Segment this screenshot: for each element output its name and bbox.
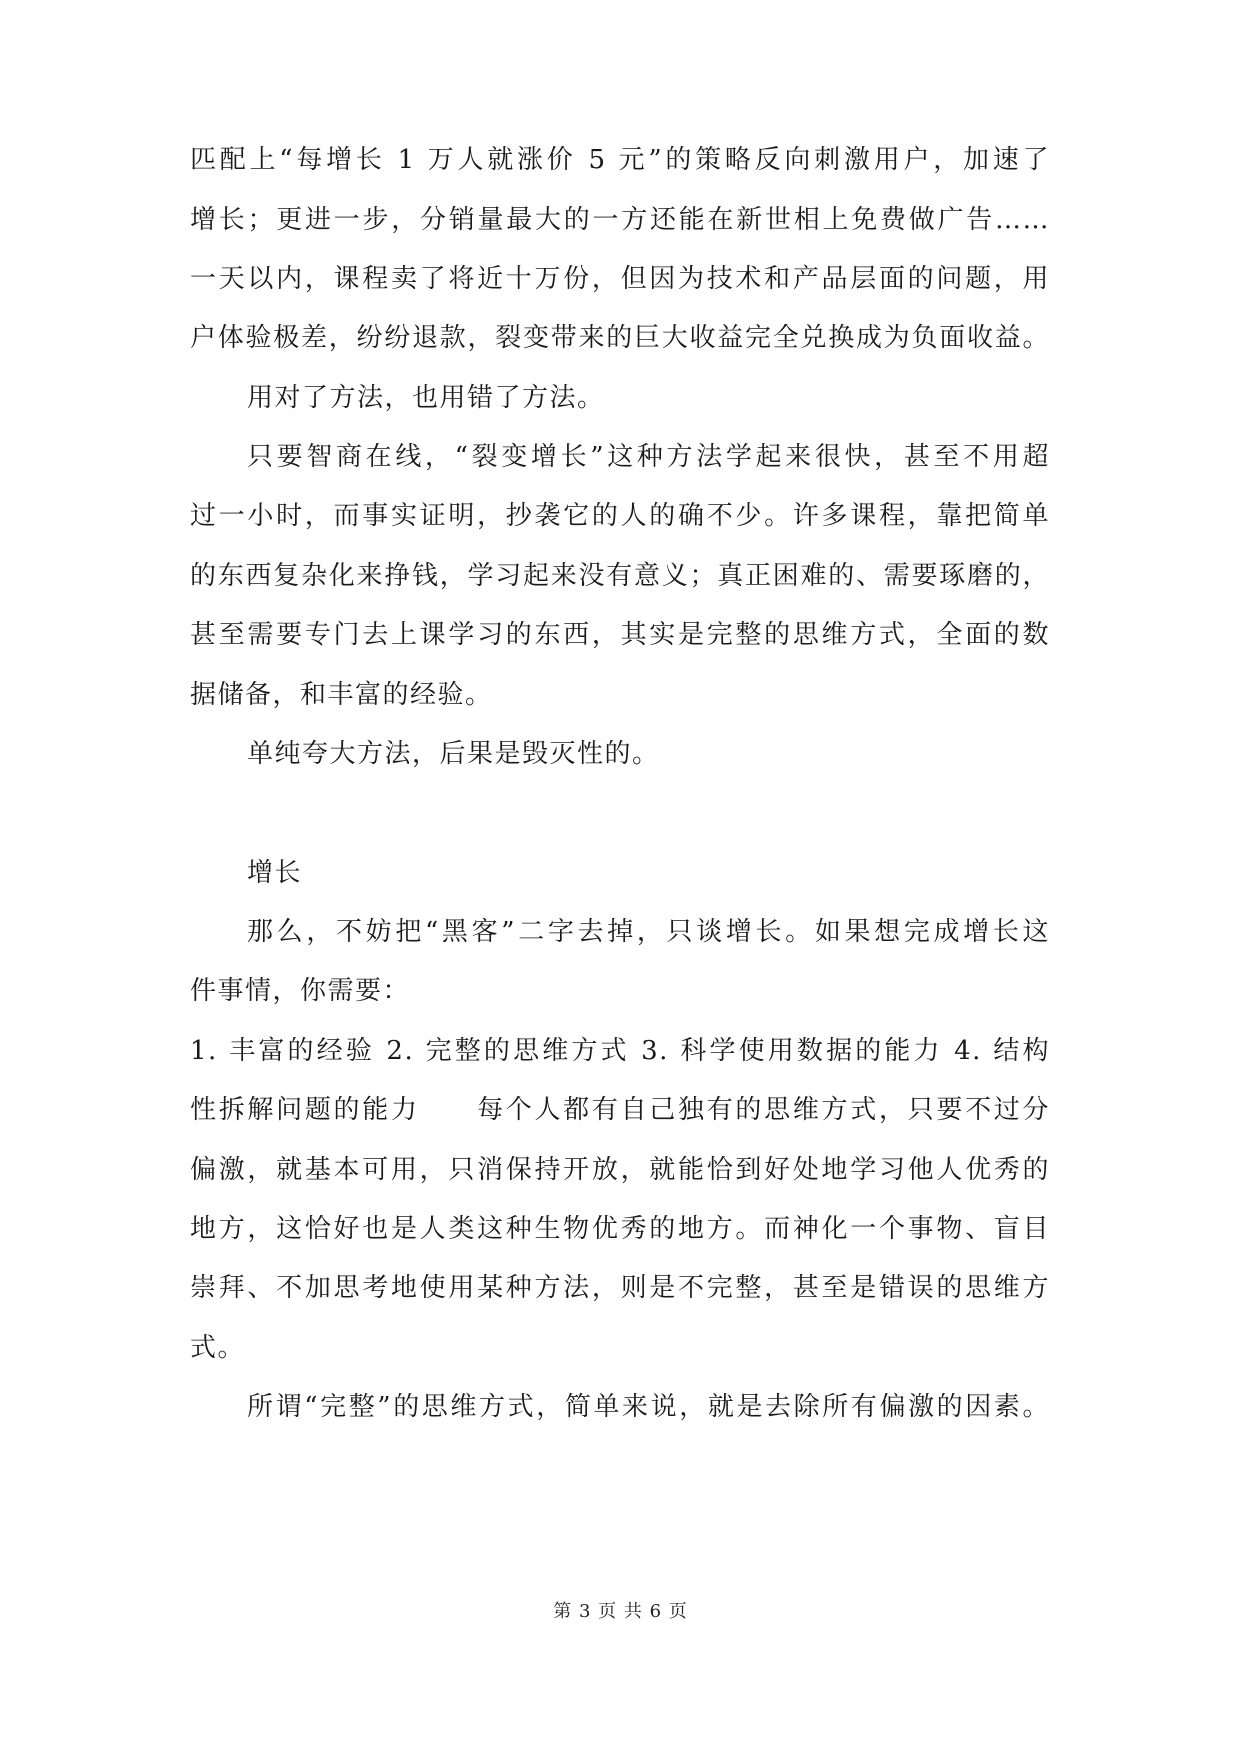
body-text-line: 户体验极差，纷纷退款，裂变带来的巨大收益完全兑换成为负面收益。 <box>190 323 1050 353</box>
body-text-line: 甚至需要专门去上课学习的东西，其实是完整的思维方式，全面的数 <box>190 620 1050 650</box>
body-text-line: 1. 丰富的经验 2. 完整的思维方式 3. 科学使用数据的能力 4. 结构 <box>190 1036 1050 1066</box>
body-text-line: 单纯夸大方法，后果是毁灭性的。 <box>247 739 660 769</box>
body-text-line: 增长；更进一步，分销量最大的一方还能在新世相上免费做广告…… <box>190 205 1050 235</box>
body-text-line: 件事情，你需要： <box>190 976 411 1006</box>
body-text-line: 性拆解问题的能力 每个人都有自己独有的思维方式，只要不过分 <box>190 1095 1050 1125</box>
body-text-line: 用对了方法，也用错了方法。 <box>247 383 605 413</box>
section-heading: 增长 <box>247 858 303 888</box>
body-text-line: 地方，这恰好也是人类这种生物优秀的地方。而神化一个事物、盲目 <box>190 1214 1050 1244</box>
body-text-line: 偏激，就基本可用，只消保持开放，就能恰到好处地学习他人优秀的 <box>190 1155 1050 1185</box>
body-text-line: 式。 <box>190 1333 246 1363</box>
body-text-line: 匹配上“每增长 1 万人就涨价 5 元”的策略反向刺激用户，加速了 <box>190 145 1050 175</box>
body-text-line: 据储备，和丰富的经验。 <box>190 680 493 710</box>
body-text-line: 过一小时，而事实证明，抄袭它的人的确不少。许多课程，靠把简单 <box>190 501 1050 531</box>
body-text-line: 那么，不妨把“黑客”二字去掉，只谈增长。如果想完成增长这 <box>247 917 1050 947</box>
body-text-line: 崇拜、不加思考地使用某种方法，则是不完整，甚至是错误的思维方 <box>190 1273 1050 1303</box>
page-number-footer: 第 3 页 共 6 页 <box>553 1601 688 1622</box>
body-text-line: 所谓“完整”的思维方式，简单来说，就是去除所有偏激的因素。 <box>247 1392 1050 1422</box>
body-text-line: 只要智商在线，“裂变增长”这种方法学起来很快，甚至不用超 <box>247 442 1050 472</box>
body-text-line: 一天以内，课程卖了将近十万份，但因为技术和产品层面的问题，用 <box>190 264 1050 294</box>
body-text-line: 的东西复杂化来挣钱，学习起来没有意义；真正困难的、需要琢磨的， <box>190 561 1050 591</box>
